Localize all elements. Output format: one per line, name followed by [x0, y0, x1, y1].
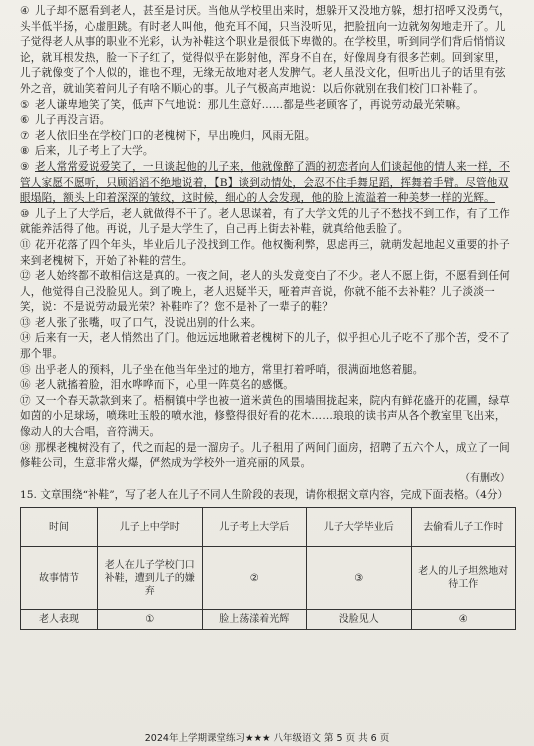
paragraph-14: ⑭ 后来有一天，老人悄然出了门。他远远地瞅着老槐树下的儿子，似乎担心儿子吃不了那个苦，受不了那个罪。 — [20, 332, 510, 361]
paragraph-8: ⑧ 后来，儿子考上了大学。 — [20, 145, 154, 158]
paragraph-16: ⑯ 老人就搐着脸，泪水哗哗而下，心里一阵莫名的感慨。 — [20, 379, 295, 392]
row-label: 老人表现 — [21, 610, 98, 630]
paragraph-6: ⑥ 儿子再没言语。 — [20, 114, 111, 127]
question-text: 文章围绕“补鞋”，写了老人在儿子不同人生阶段的表现，请你根据文章内容，完成下面表格。（4分） — [40, 488, 509, 501]
table-cell: 老人的儿子坦然地对待工作 — [411, 547, 516, 610]
reading-passage — [20, 4, 516, 630]
paragraph-13: ⑬ 老人张了张嘴，叹了口气，没说出别的什么来。 — [20, 316, 262, 329]
paragraph-17: ⑰ 又一个春天款款到来了。梧桐镇中学也被一道米黄色的围墙围拢起来，院内有鲜花盛开的花圃，绿草如茵的小足球场，喷珠吐玉般的喷水池，修整得很好看的花木……琅琅的读书声从各个教室里飞出来，像动人的大合唱，音符满天。 — [20, 394, 510, 439]
answer-blank-2[interactable]: ② — [202, 547, 307, 610]
question-15 — [20, 488, 516, 504]
page-footer: 2024年上学期课堂练习★★★ 八年级语文 第 5 页 共 6 页 — [144, 733, 390, 744]
table-cell: 没脸见人 — [307, 610, 412, 630]
paragraph-9: ⑨ 老人常常爱说爱笑了，一旦谈起他的儿子来，他就像醉了酒的初恋者向人们谈起他的情人来一样，不管人家愿不愿听，只顾滔滔不绝地说着，【B】谈到动情处，会忍不住手舞足蹈，挥舞着手臂。尽管他双眼塌陷，额头上印着深深的皱纹，这时候，细心的人会发现，他的脸上流溢着一种美梦一样的光辉。 — [20, 160, 510, 205]
table-header-cell: 儿子考上大学后 — [202, 508, 307, 547]
paragraph-11: ⑪ 花开花落了四个年头，毕业后儿子没找到工作。他权衡利弊，思虑再三，就萌发起地起义重要的扑子来到老槐树下，开始了补鞋的营生。 — [20, 238, 510, 267]
paragraph-5: ⑤ 老人谦卑地笑了笑，低声下气地说：那儿生意好……都是些老顾客了，再说劳动最光荣嘛。 — [20, 98, 467, 111]
table-header-row — [21, 508, 516, 547]
table-cell: 老人在儿子学校门口补鞋，遭到儿子的嫌弃 — [98, 547, 203, 610]
paragraph-12: ⑫ 老人始终都不敢相信这是真的。一夜之间，老人的头发竟变白了不少。老人不愿上街，不愿看到任何人，他觉得自己没脸见人。到了晚上，老人迟疑半天，哑着声音说，你就不能不去补鞋？儿子淡淡一笑，说：不是说劳动最光荣？补鞋咋了？您不是补了一辈子的鞋？ — [20, 270, 510, 314]
answer-blank-4[interactable]: ④ — [411, 610, 516, 630]
paragraph-4: ④ 儿子却不愿看到老人，甚至是讨厌。当他从学校里出来时，想躲开又没地方躲，想打招呼又没勇气，头半低半扬，心虚胆跳。有时老人叫他，他充耳不闻，只当没听见，把脸扭向一边就匆匆地走开了。儿子觉得老人从事的职业不光彩，认为补鞋这个职业是很低下卑微的。在学校里，听到同学们背后悄悄议论，就耳根发热，脸一下子红了，觉得似乎在影射他，浑身不自在，好像周身有很多芒刺。回到家里，儿子就像变了个人似的，谁也不理，无缘无故地对老人发脾气。老人虽没文化，但听出儿子的话里有弦外之音，就讪笑着问儿子有啥不顺心的事。儿子气极高声地说：以后你就别在我们校门口补鞋了。 — [20, 5, 510, 95]
table-row — [21, 547, 516, 610]
table-header-cell: 时间 — [21, 508, 98, 547]
source-note: （有删改） — [460, 472, 510, 484]
paragraph-15: ⑮ 出乎老人的预料，儿子坐在他当年坐过的地方，常里打着呼哨，很满面地悠着腿。 — [20, 363, 424, 376]
table-header-cell: 去偷看儿子工作时 — [411, 508, 516, 547]
table-header-cell: 儿子上中学时 — [98, 508, 203, 547]
table-cell: 脸上荡漾着光辉 — [202, 610, 307, 630]
answer-table — [20, 507, 516, 630]
paragraph-10: ⑩ 儿子上了大学后，老人就做得不干了。老人思谋着，有了大学文凭的儿子不愁找不到工作，有了工作就能养活得了他。再说，儿子是大学生了，自己再上街去补鞋，就真给他丢脸了。 — [20, 207, 510, 236]
table-row — [21, 610, 516, 630]
paragraph-7: ⑦ 老人依旧坐在学校门口的老槐树下，早出晚归，风雨无阻。 — [20, 129, 316, 142]
answer-blank-1[interactable]: ① — [98, 610, 203, 630]
table-header-cell: 儿子大学毕业后 — [307, 508, 412, 547]
row-label: 故事情节 — [21, 547, 98, 610]
paragraph-18: ⑱ 那棵老槐树没有了，代之而起的是一溜房子。儿子租用了两间门面房，招聘了五六个人，成立了一间修鞋公司，生意非常火爆，俨然成为学校外一道亮丽的风景。 — [20, 441, 510, 470]
question-number: 15. — [20, 488, 37, 501]
answer-blank-3[interactable]: ③ — [307, 547, 412, 610]
